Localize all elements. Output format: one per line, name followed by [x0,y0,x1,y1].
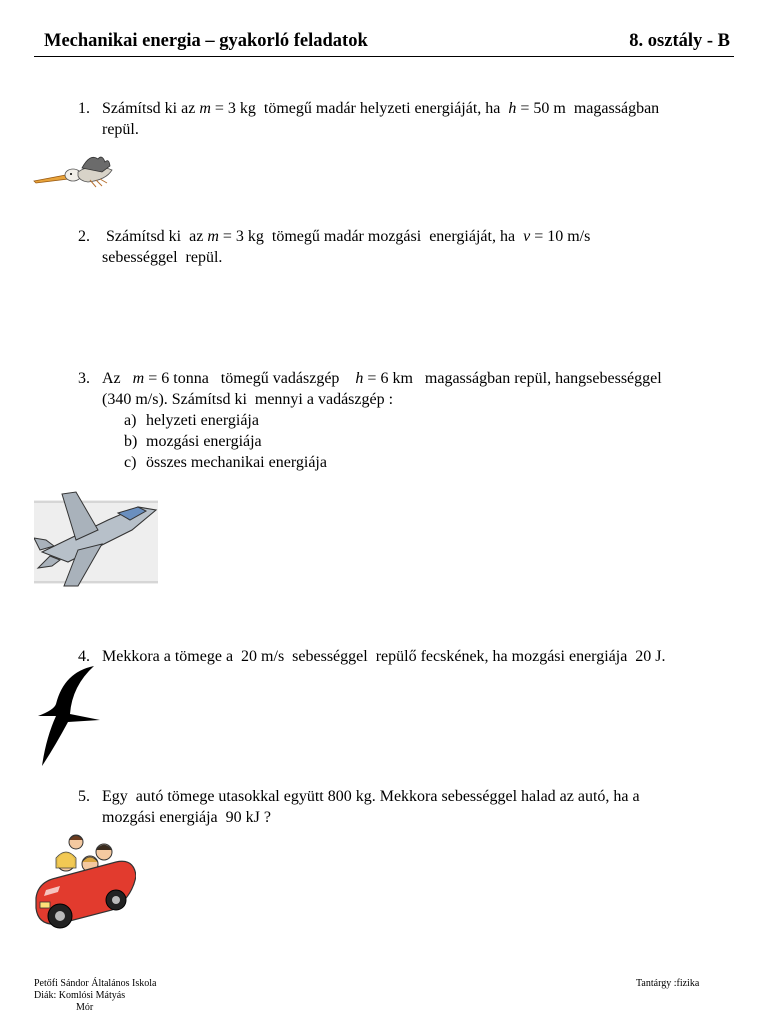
fighter-jet-icon [34,490,158,588]
subquestion-text: összes mechanikai energiája [146,454,327,471]
stork-icon [32,150,116,188]
question-text [102,368,728,473]
swallow-icon [34,664,104,768]
variable-symbol: m [132,370,145,387]
page-header [34,30,734,57]
subquestion-letter: a) [124,412,137,429]
town-name: Mór [76,1002,94,1013]
subquestion-letter: c) [124,454,137,471]
question-text [102,786,728,828]
question-text [102,646,728,667]
subquestion-text: mozgási energiája [146,433,262,450]
question-text [102,98,728,140]
subquestion-item [124,452,728,473]
question-line: mozgási energiája 90 kJ ? [102,809,271,826]
subquestion-item [124,431,728,452]
school-name: Petőfi Sándor Általános Iskola [34,978,157,989]
question-line: Egy autó tömege utasokkal együtt 800 kg. Mekkora sebességgel halad az autó, ha a [102,788,640,805]
question-line: (340 m/s). Számítsd ki mennyi a vadászgép : [102,391,394,408]
subquestion-text: helyzeti energiája [146,412,259,429]
question-number: 3. [78,370,90,387]
subject-label: Tantárgy :fizika [636,978,700,989]
question-number: 4. [78,648,90,665]
question-number: 1. [78,100,90,117]
student-name: Diák: Komlósi Mátyás [34,990,126,1001]
footer-school-info [34,978,156,1014]
question-text [102,226,728,268]
variable-symbol: m [199,100,211,117]
subquestion-letter: b) [124,433,138,450]
variable-symbol: h [508,100,517,117]
class-label: 8. osztály - B [629,31,730,51]
question-line: Számítsd ki az m = 3 kg tömegű madár helyzeti energiáját, ha h = 50 m magasságban [102,100,660,117]
subquestion-item [124,410,728,431]
question-line: repül. [102,121,139,138]
question-line: sebességgel repül. [102,249,223,266]
variable-symbol: h [355,370,364,387]
variable-symbol: m [207,228,219,245]
question-line: Mekkora a tömege a 20 m/s sebességgel repülő fecskének, ha mozgási energiája 20 J. [102,648,666,665]
family-car-icon [32,828,136,932]
question-number: 5. [78,788,90,805]
question-line: Az m = 6 tonna tömegű vadászgép h = 6 km magasságban repül, hangsebességgel [102,370,662,387]
worksheet-title: Mechanikai energia – gyakorló feladatok [44,31,368,51]
question-number: 2. [78,228,90,245]
variable-symbol: v [523,228,531,245]
question-line: Számítsd ki az m = 3 kg tömegű madár mozgási energiáját, ha v = 10 m/s [102,228,591,245]
